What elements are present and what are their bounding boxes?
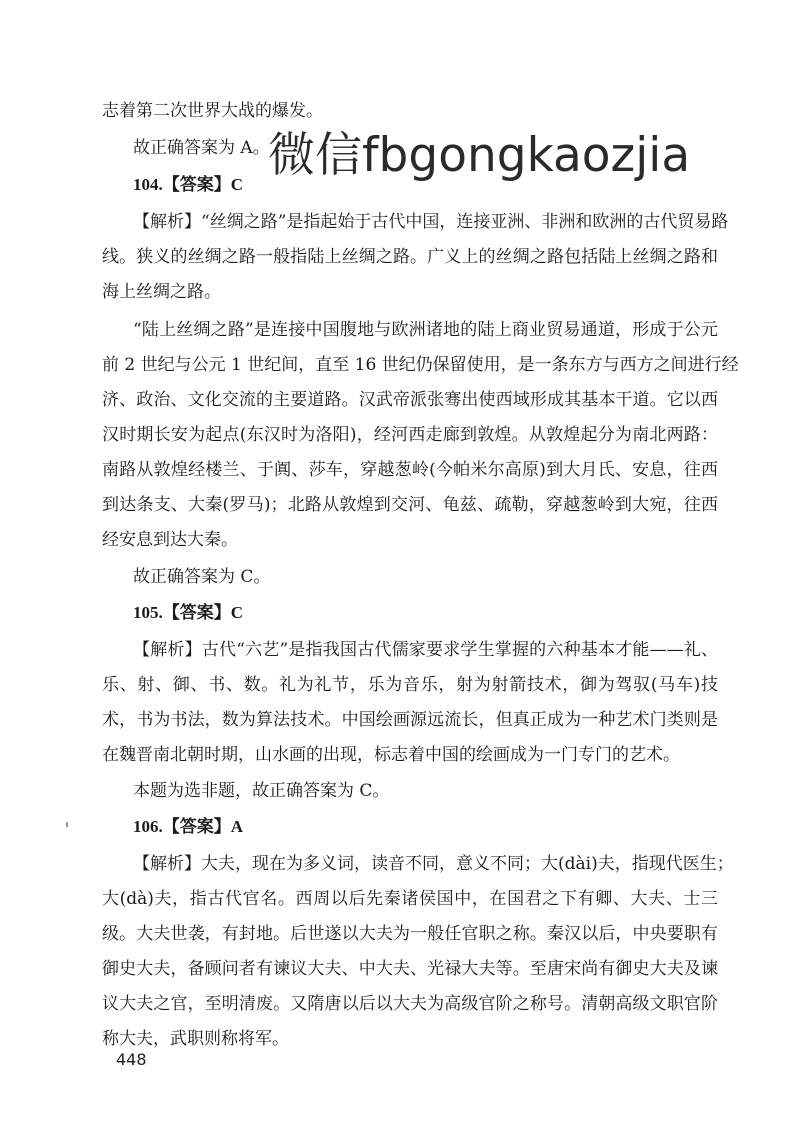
text-line-25: 御史大夫，备顾问者有谏议大夫、中大夫、光禄大夫等。至唐宋尚有御史大夫及谏 [102, 959, 718, 979]
text-line-2: 故正确答案为 A。 [133, 138, 270, 158]
text-line-11: 南路从敦煌经楼兰、于阗、莎车，穿越葱岭(今帕米尔高原)到大月氏、安息，往西 [102, 460, 718, 480]
answer-heading-106: 106.【答案】A [133, 817, 244, 836]
scan-speck [66, 822, 68, 827]
text-line-6: 海上丝绸之路。 [102, 282, 221, 302]
text-line-24: 级。大夫世袭，有封地。后世遂以大夫为一般任官职之称。秦汉以后，中央要职有 [102, 924, 718, 944]
text-line-14: 故正确答案为 C。 [133, 567, 271, 587]
answer-heading-104: 104.【答案】C [133, 175, 244, 194]
text-line-4: 【解析】“丝绸之路”是指起始于古代中国，连接亚洲、非洲和欧洲的古代贸易路 [133, 212, 729, 232]
text-line-26: 议大夫之官，至明清废。又隋唐以后以大夫为高级官阶之称号。清朝高级文职官阶 [102, 994, 718, 1014]
text-line-10: 汉时期长安为起点(东汉时为洛阳)，经河西走廊到敦煌。从敦煌起分为南北两路： [102, 425, 718, 445]
text-line-20: 本题为选非题，故正确答案为 C。 [133, 781, 390, 801]
text-line-1: 志着第二次世界大战的爆发。 [102, 101, 323, 121]
text-line-19: 在魏晋南北朝时期，山水画的出现，标志着中国的绘画成为一门专门的艺术。 [102, 745, 680, 765]
text-line-22: 【解析】大夫，现在为多义词，读音不同，意义不同；大(dài)夫，指现代医生； [133, 854, 734, 874]
text-line-17: 乐、射、御、书、数。礼为礼节，乐为音乐，射为射箭技术，御为驾驭(马车)技 [102, 675, 718, 695]
text-line-23: 大(dà)夫，指古代官名。西周以后先秦诸侯国中，在国君之下有卿、大夫、士三 [102, 889, 718, 909]
text-line-9: 济、政治、文化交流的主要道路。汉武帝派张骞出使西域形成其基本干道。它以西 [102, 390, 718, 410]
text-line-27: 称大夫，武职则称将军。 [102, 1029, 289, 1049]
text-line-8: 前 2 世纪与公元 1 世纪间，直至 16 世纪仍保留使用，是一条东方与西方之间进行经 [102, 355, 739, 375]
text-line-18: 术，书为书法，数为算法技术。中国绘画源远流长，但真正成为一种艺术门类则是 [102, 710, 718, 730]
answer-heading-105: 105.【答案】C [133, 603, 244, 622]
watermark-overlay: 微信fbgongkaozjia [268, 128, 691, 183]
text-line-16: 【解析】古代“六艺”是指我国古代儒家要求学生掌握的六种基本才能——礼、 [133, 640, 718, 660]
text-line-5: 线。狭义的丝绸之路一般指陆上丝绸之路。广义上的丝绸之路包括陆上丝绸之路和 [102, 247, 718, 267]
text-line-12: 到达条支、大秦(罗马)；北路从敦煌到交河、龟兹、疏勒，穿越葱岭到大宛，往西 [102, 495, 718, 515]
text-line-7: “陆上丝绸之路”是连接中国腹地与欧洲诸地的陆上商业贸易通道，形成于公元 [133, 320, 718, 340]
text-line-13: 经安息到达大秦。 [102, 530, 238, 550]
page-number: 448 [116, 1050, 147, 1069]
